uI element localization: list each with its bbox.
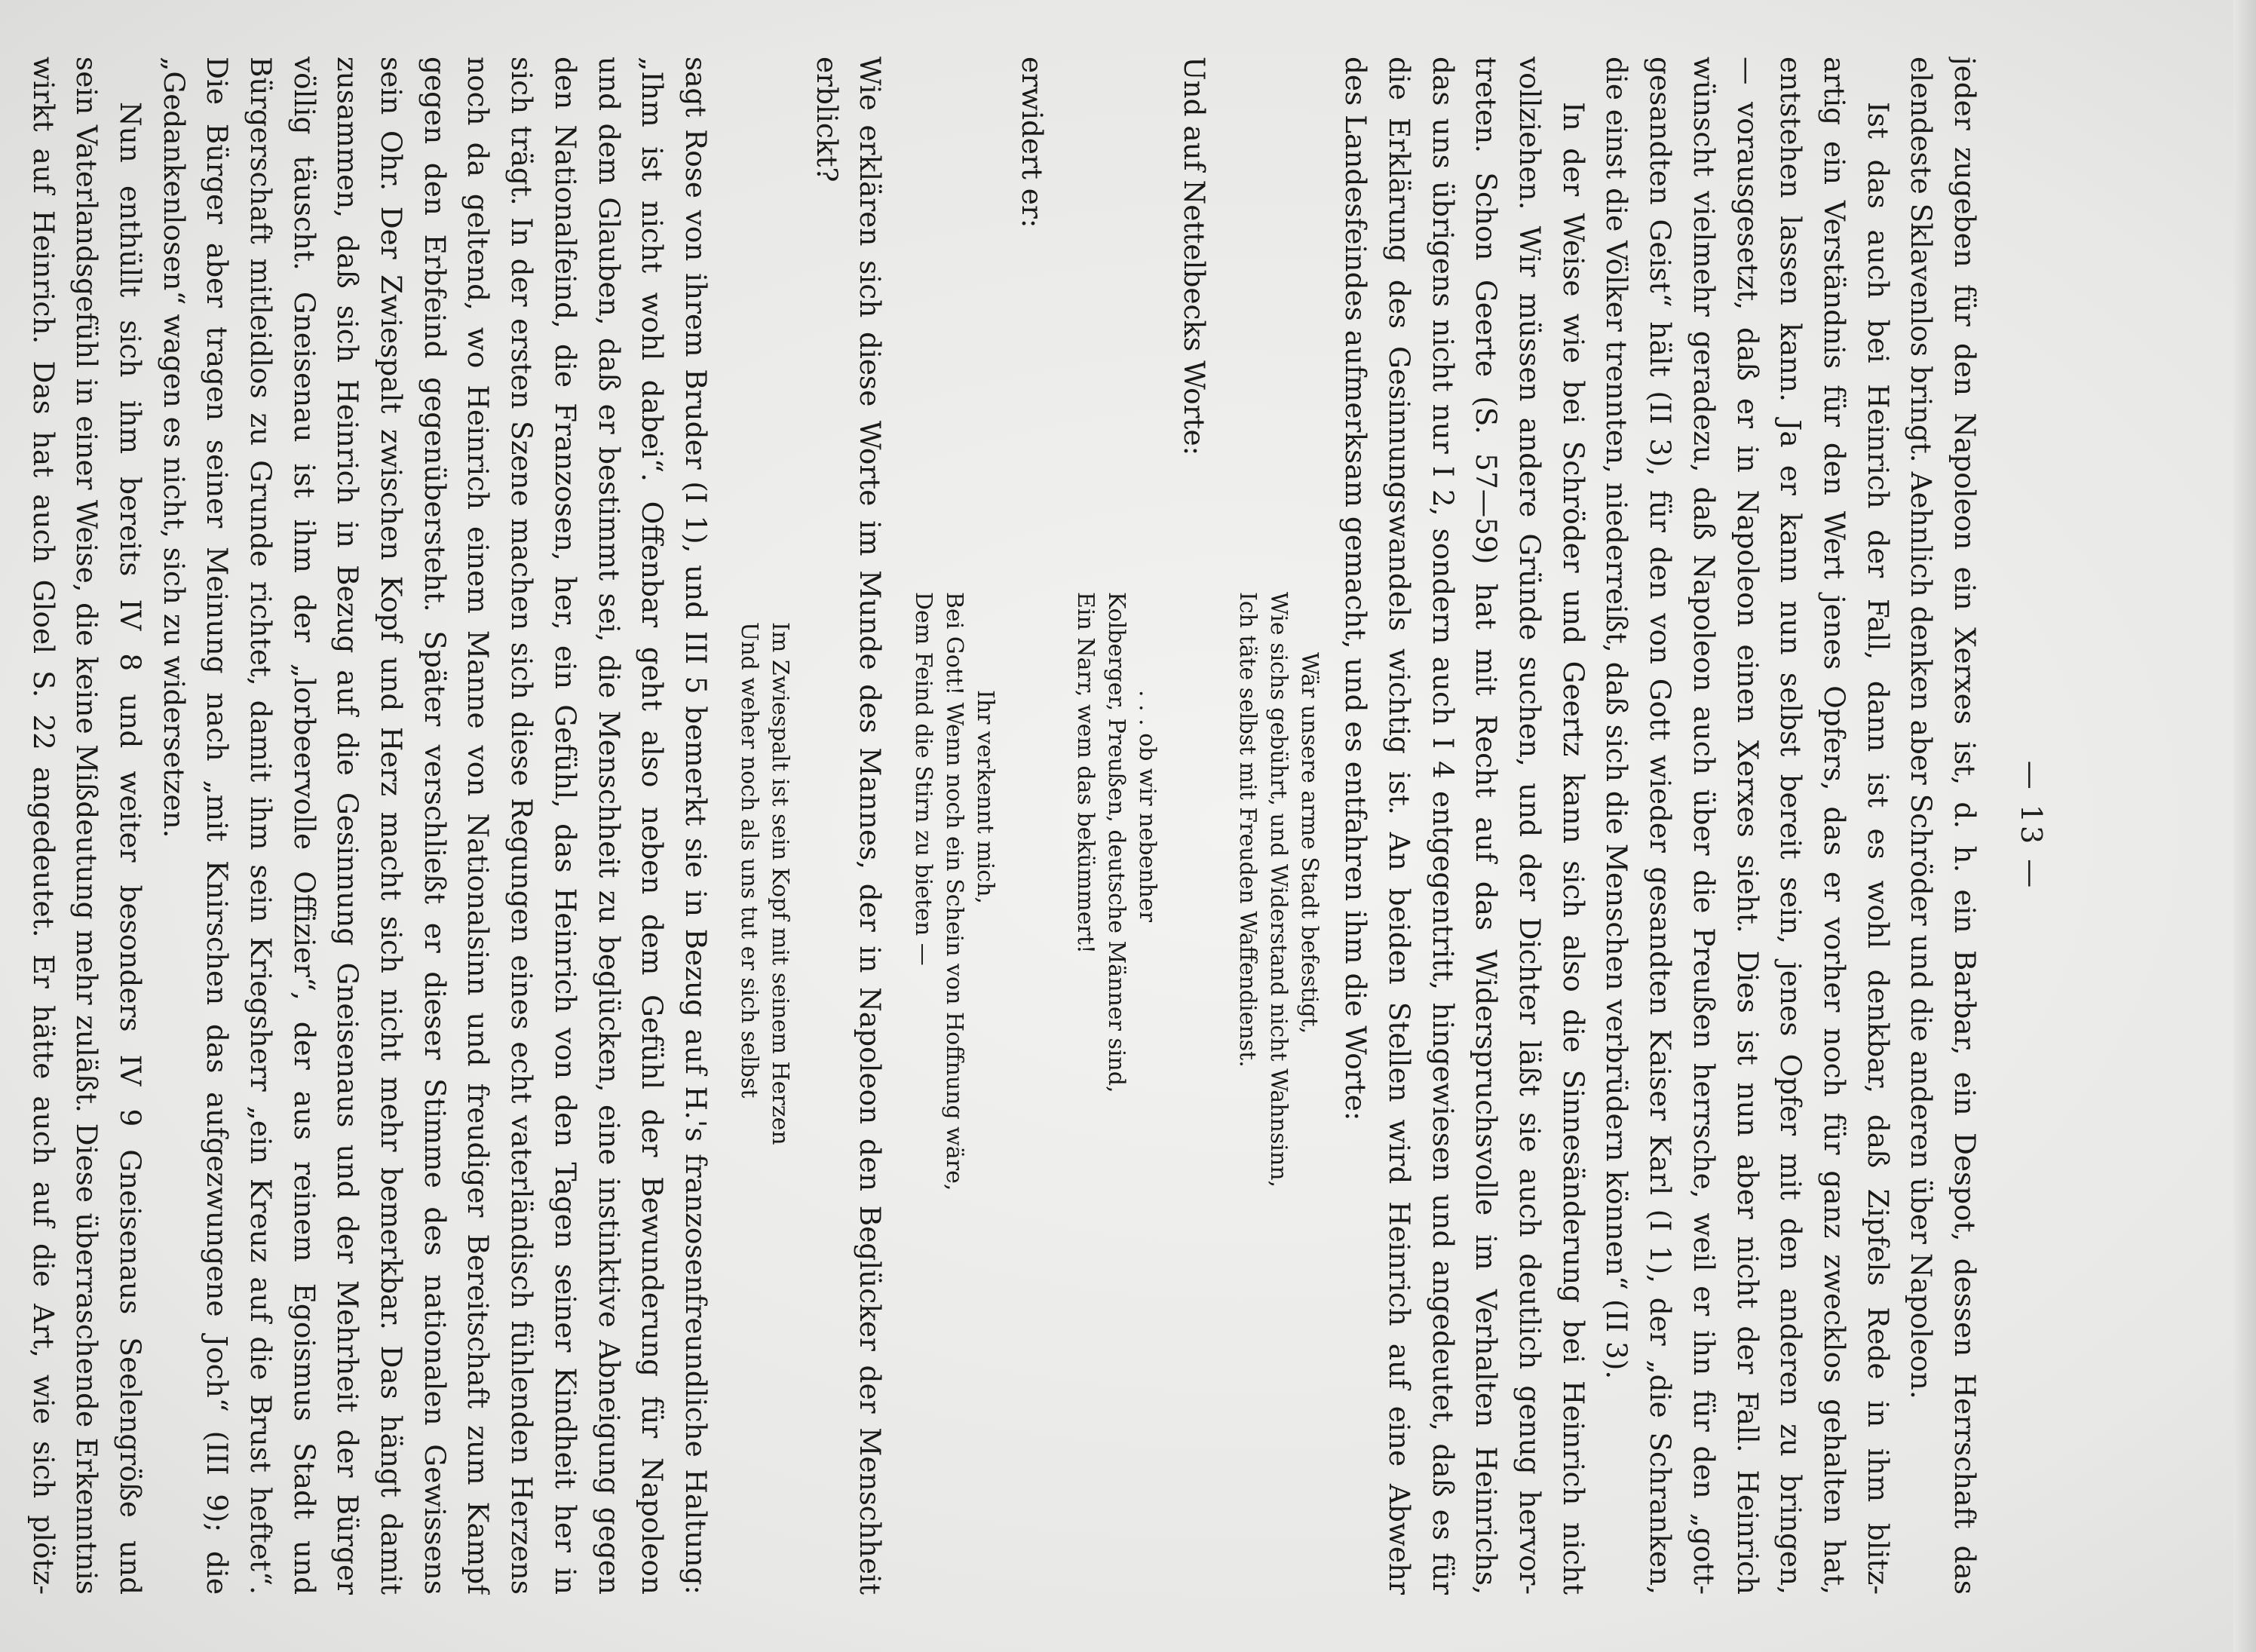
paragraph [805, 57, 891, 1595]
verse-line: Ein Narr, wem das bekümmert! [1072, 592, 1099, 954]
paragraph [1172, 57, 1215, 1595]
paragraph [1595, 57, 1899, 1595]
text-line: des Landesfeindes aufmerksam gemacht, und es entfahren ihm die Worte: [1339, 57, 1373, 1121]
text-line: wirkt auf Heinrich. Das hat auch Gloel S. 22 angedeutet. Er hätte auch auf die Art, wie sich plötz- [26, 57, 60, 1595]
text-line: Bürgerschaft mitleidlos zu Grunde richtet, damit ihm sein Kriegsherr „ein Kreuz auf die Brust heftet“. [244, 57, 278, 1595]
paragraph [1334, 57, 1595, 1595]
paragraph [152, 57, 717, 1595]
paragraph [21, 57, 152, 1595]
verse-quote [1070, 57, 1163, 1595]
book-page [26, 41, 2055, 1610]
paragraph [1899, 57, 1986, 1595]
page-text [21, 57, 1986, 1595]
text-line: Ist das auch bei Heinrich der Fall, dann ist es wohl denkbar, daß Zipfels Rede in ihm blitz- [1861, 102, 1895, 1595]
verse-line: Und weher noch als uns tut er sich selbst [735, 622, 762, 1099]
verse-line: Ich täte selbst mit Freuden Waffendienst. [1234, 592, 1261, 1068]
text-line: vollziehen. Wir müssen andere Gründe suchen, und der Dichter läßt sie auch deutlich genug hervor- [1513, 57, 1547, 1595]
text-line: jeder zugeben für den Napoleon ein Xerxes ist, d. h. ein Barbar, ein Despot, dessen Herrschaft das [1948, 57, 1982, 1595]
verse-line: Dem Feind die Stirn zu bieten — [910, 592, 937, 966]
text-line: zusammen, daß sich Heinrich in Bezug auf die Gesinnung Gneisenaus und der Mehrheit der Bürger [331, 57, 365, 1595]
text-line: wünscht vielmehr geradezu, daß Napoleon auch über die Preußen herrsche, weil er ihn für den „gott- [1687, 57, 1721, 1595]
text-line: sein Vaterlandsgefühl in einer Weise, die keine Mißdeutung mehr zuläßt. Diese überraschende Erkenntnis [70, 57, 104, 1595]
verse-line: Bei Gott! Wenn noch ein Schein von Hoffnung wäre, [941, 592, 968, 1191]
text-line: völlig täuscht. Gneisenau ist ihm der „lorbeervolle Offizier“, der aus reinem Egoismus Stadt und [287, 57, 321, 1595]
text-line: sein Ohr. Der Zwiespalt zwischen Kopf und Herz macht sich nicht mehr bemerkbar. Das hängt damit [375, 57, 409, 1595]
verse-quote [1232, 57, 1325, 1595]
verse-line: Ihr verkennt mich, [972, 690, 999, 904]
text-line: Nun enthüllt sich ihm bereits IV 8 und weiter besonders IV 9 Gneisenaus Seelengröße und [114, 102, 147, 1595]
text-line: „Gedankenlosen“ wagen es nicht, sich zu widersetzen. [157, 57, 191, 838]
text-line: Und auf Nettelbecks Worte: [1177, 57, 1211, 456]
text-line: „Ihm ist nicht wohl dabei“. Offenbar geht also neben dem Gefühl der Bewunderung für Napoleon [636, 57, 670, 1595]
verse-line: . . . ob wir nebenher [1134, 690, 1160, 922]
text-line: elendeste Sklavenlos bringt. Aehnlich denken aber Schröder und die anderen über Napoleon. [1905, 57, 1939, 1399]
text-line: noch da geltend, wo Heinrich einem Manne von Nationalsinn und freudiger Bereitschaft zum Kampf [461, 57, 495, 1595]
text-line: sagt Rose von ihrem Bruder (I 1), und III 5 bemerkt sie in Bezug auf H.'s franzosenfreundliche Haltung: [679, 57, 713, 1595]
text-line: erblickt? [810, 57, 844, 182]
text-line: den Nationalfeind, die Franzosen, her, ein Gefühl, das Heinrich von den Tagen seiner Kindheit her in [548, 57, 582, 1595]
text-line: Wie erklären sich diese Worte im Munde des Mannes, der in Napoleon den Beglücker der Menschheit [854, 57, 887, 1595]
text-line: erwidert er: [1016, 57, 1049, 228]
text-line: die Erklärung des Gesinnungswandels wichtig ist. An beiden Stellen wird Heinrich auf eine Abwehr [1383, 57, 1417, 1595]
text-line: das uns übrigens nicht nur I 2, sondern auch I 4 entgegentritt, hingewiesen und angedeutet, daß es für [1426, 57, 1460, 1595]
text-line: gegen den Erbfeind gegenübersteht. Später verschließt er dieser Stimme des nationalen Gewissens [418, 57, 452, 1595]
page-number: — 13 — [2015, 760, 2048, 891]
text-line: — vorausgesetzt, daß er in Napoleon einen Xerxes sieht. Dies ist nun aber nicht der Fall. Heinrich [1730, 57, 1764, 1595]
verse-line: Kolberger, Preußen, deutsche Männer sind, [1103, 592, 1130, 1093]
paragraph [1010, 57, 1053, 1595]
verse-quote [734, 57, 795, 1595]
verse-line: Wär unsere arme Stadt befestigt, [1295, 652, 1323, 1034]
text-line: gesandten Geist“ hält (II 3), für den von Gott wieder gesandten Kaiser Karl (I 1), der „die Schranken, [1644, 57, 1678, 1595]
text-line: artig ein Verständnis für den Wert jenes Opfers, das er vorher noch für ganz zwecklos gehalten hat, [1817, 57, 1851, 1595]
text-line: Die Bürger aber tragen seiner Meinung nach „mit Knirschen das aufgezwungene Joch“ (III 9); die [201, 57, 234, 1595]
text-line: und dem Glauben, daß er bestimmt sei, die Menschheit zu beglücken, eine instinktive Abneigung gegen [592, 57, 626, 1595]
verse-line: Im Zwiespalt ist sein Kopf mit seinem Herzen [766, 622, 793, 1145]
verse-quote [908, 57, 1001, 1595]
text-line: entstehen lassen kann. Ja er kann nun selbst bereit sein, jenes Opfer mit den anderen zu bringen, [1774, 57, 1808, 1595]
text-line: treten. Schon Geerte (S. 57—59) hat mit Recht auf das Widerspruchsvolle im Verhalten Heinrichs, [1470, 57, 1503, 1595]
text-line: In der Weise wie bei Schröder und Geertz kann sich also die Sinnesänderung bei Heinrich nicht [1556, 102, 1590, 1595]
page-edge-shadow [2233, 0, 2256, 1652]
text-line: sich trägt. In der ersten Szene machen sich diese Regungen eines echt vaterländisch fühlenden Herzens [505, 57, 539, 1595]
text-line: die einst die Völker trennten, niederreißt, daß sich die Menschen verbrüdern können“ (II 3). [1600, 57, 1634, 1380]
verse-line: Wie sichs gebührt, und Widerstand nicht Wahnsinn, [1264, 592, 1292, 1188]
